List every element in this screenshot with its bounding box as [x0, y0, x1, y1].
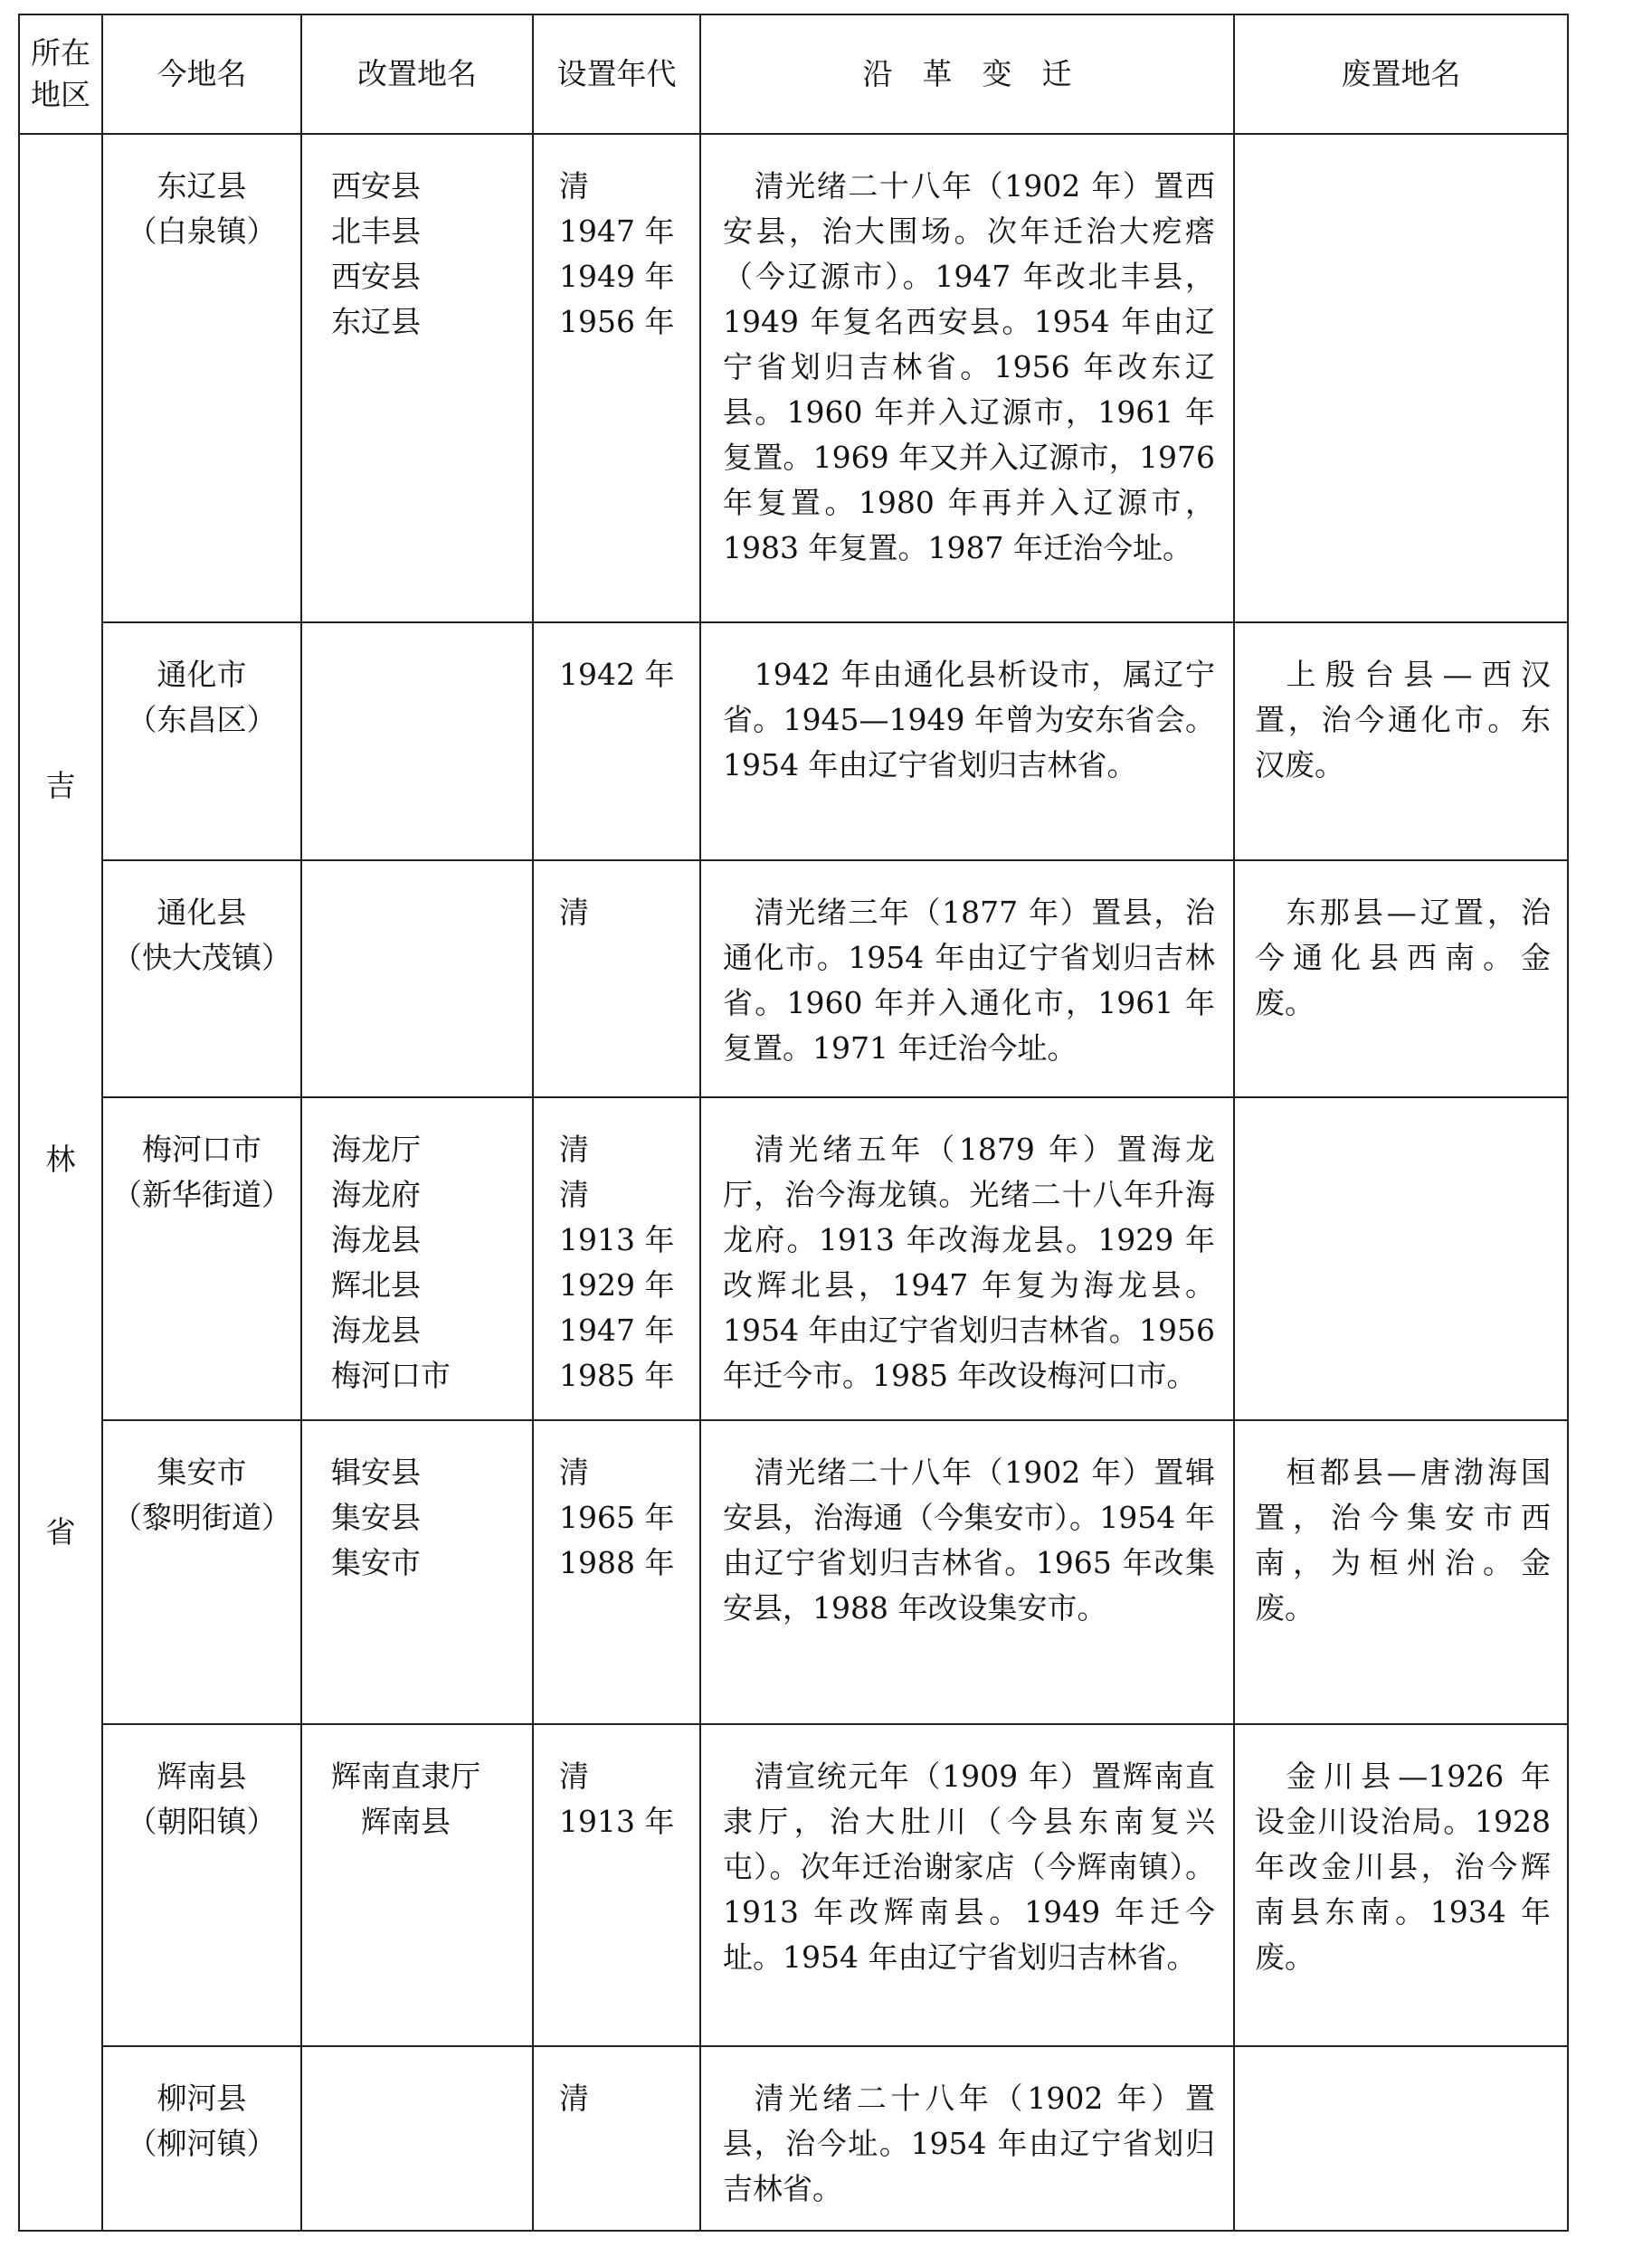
- current-name-cell: 梅河口市 （新华街道）: [102, 1097, 301, 1420]
- abolished-cell: [1234, 2046, 1568, 2231]
- abolished-cell: [1234, 1097, 1568, 1420]
- year-cell: 清: [533, 860, 700, 1097]
- current-name-cell: 辉南县 （朝阳镇）: [102, 1724, 301, 2045]
- renamed-cell: 辑安县 集安县 集安市: [301, 1420, 533, 1724]
- current-name-cell: 集安市 （黎明街道）: [102, 1420, 301, 1724]
- current-name-cell: 通化县 （快大茂镇）: [102, 860, 301, 1097]
- header-renamed-names: 改置地名: [301, 14, 533, 134]
- abolished-cell: [1234, 134, 1568, 622]
- history-cell: 清光绪二十八年（1902 年）置县，治今址。1954 年由辽宁省划归吉林省。: [700, 2046, 1234, 2231]
- year-cell: 清 1947 年 1949 年 1956 年: [533, 134, 700, 622]
- year-cell: 1942 年: [533, 622, 700, 859]
- header-abolished: 废置地名: [1234, 14, 1568, 134]
- table-row: [19, 1724, 1568, 2045]
- table-row: [19, 1420, 1568, 1724]
- renamed-cell: 西安县 北丰县 西安县 东辽县: [301, 134, 533, 622]
- abolished-cell: 东那县—辽置，治今通化县西南。金废。: [1234, 860, 1568, 1097]
- table-row: [19, 622, 1568, 859]
- current-name-cell: 东辽县 （白泉镇）: [102, 134, 301, 622]
- abolished-cell: 上殷台县—西汉置，治今通化市。东汉废。: [1234, 622, 1568, 859]
- abolished-cell: 金川县—1926 年设金川设治局。1928 年改金川县，治今辉南县东南。1934 年废。: [1234, 1724, 1568, 2045]
- renamed-cell: [301, 2046, 533, 2231]
- table-row: [19, 1097, 1568, 1420]
- history-cell: 清宣统元年（1909 年）置辉南直隶厅，治大肚川（今县东南复兴屯）。次年迁治谢家店（今辉南镇）。1913 年改辉南县。1949 年迁今址。1954 年由辽宁省划归吉林省。: [700, 1724, 1234, 2045]
- header-set-year: 设置年代: [533, 14, 700, 134]
- renamed-cell: [301, 622, 533, 859]
- current-name-cell: 柳河县 （柳河镇）: [102, 2046, 301, 2231]
- header-row: [19, 14, 1568, 134]
- table-row: [19, 2046, 1568, 2231]
- history-cell: 清光绪二十八年（1902 年）置辑安县，治海通（今集安市）。1954 年由辽宁省划归吉林省。1965 年改集安县，1988 年改设集安市。: [700, 1420, 1234, 1724]
- region-char: 林: [45, 1142, 76, 1177]
- header-region: 所在 地区: [19, 14, 102, 134]
- history-cell: 清光绪二十八年（1902 年）置西安县，治大围场。次年迁治大疙瘩（今辽源市）。1947 年改北丰县，1949 年复名西安县。1954 年由辽宁省划归吉林省。1956 年改东辽县。1960 年并入辽源市，1961 年复置。1969 年又并入辽源市，1976 年复置。1980 年再并入辽源市，1983 年复置。1987 年迁治今址。: [700, 134, 1234, 622]
- renamed-cell: [301, 860, 533, 1097]
- year-cell: 清 1965 年 1988 年: [533, 1420, 700, 1724]
- renamed-cell: 辉南直隶厅 辉南县: [301, 1724, 533, 2045]
- abolished-cell: 桓都县—唐渤海国置，治今集安市西南，为桓州治。金废。: [1234, 1420, 1568, 1724]
- year-cell: 清: [533, 2046, 700, 2231]
- history-cell: 清光绪五年（1879 年）置海龙厅，治今海龙镇。光绪二十八年升海龙府。1913 年改海龙县。1929 年改辉北县，1947 年复为海龙县。1954 年由辽宁省划归吉林省。1956 年迁今市。1985 年改设梅河口市。: [700, 1097, 1234, 1420]
- gazetteer-table: [18, 14, 1569, 2232]
- region-cell: [19, 134, 102, 2231]
- year-cell: 清 清 1913 年 1929 年 1947 年 1985 年: [533, 1097, 700, 1420]
- history-cell: 清光绪三年（1877 年）置县，治通化市。1954 年由辽宁省划归吉林省。1960 年并入通化市，1961 年复置。1971 年迁治今址。: [700, 860, 1234, 1097]
- table-row: [19, 134, 1568, 622]
- history-cell: 1942 年由通化县析设市，属辽宁省。1945—1949 年曾为安东省会。1954 年由辽宁省划归吉林省。: [700, 622, 1234, 859]
- current-name-cell: 通化市 （东昌区）: [102, 622, 301, 859]
- region-char: 吉: [45, 768, 76, 803]
- header-history: 沿 革 变 迁: [700, 14, 1234, 134]
- renamed-cell: 海龙厅 海龙府 海龙县 辉北县 海龙县 梅河口市: [301, 1097, 533, 1420]
- header-current-name: 今地名: [102, 14, 301, 134]
- table-row: [19, 860, 1568, 1097]
- year-cell: 清 1913 年: [533, 1724, 700, 2045]
- region-char: 省: [45, 1514, 76, 1550]
